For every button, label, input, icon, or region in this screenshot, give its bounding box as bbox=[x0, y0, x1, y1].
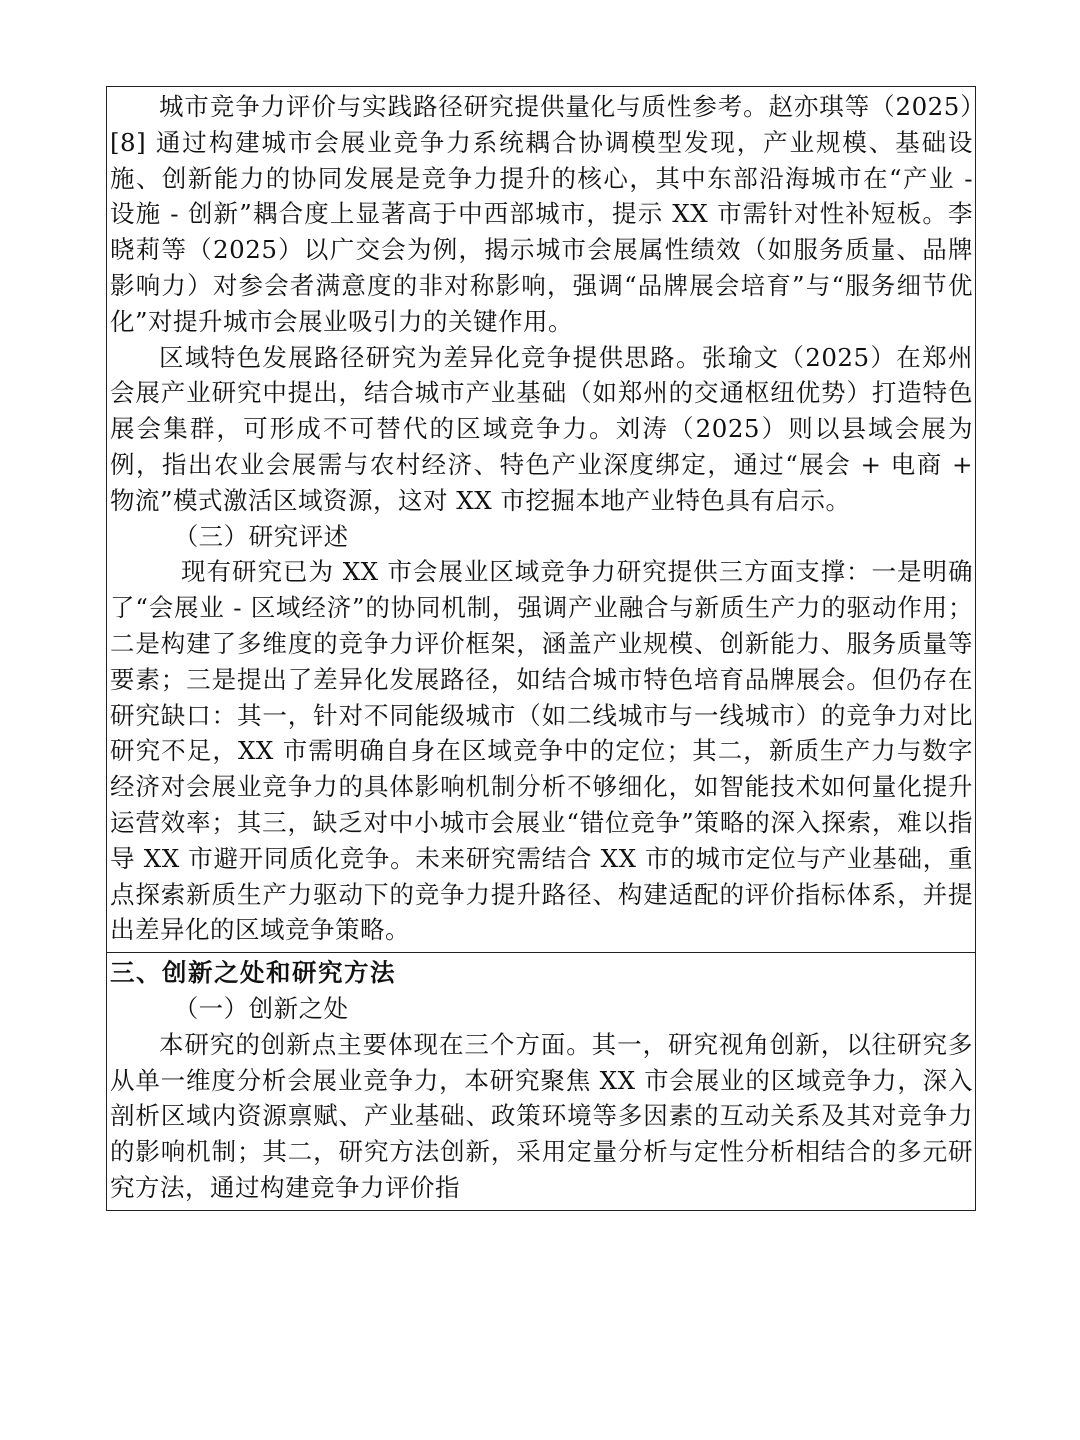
paragraph-city-competitiveness: 城市竞争力评价与实践路径研究提供量化与质性参考。赵亦琪等（2025）[8] 通过构建城市会展业竞争力系统耦合协调模型发现，产业规模、基础设施、创新能力的协同发展是竞争力提升的核心，其中东部沿海城市在“产业 - 设施 - 创新”耦合度上显著高于中西部城市，提示 XX 市需针对性补短板。李晓莉等（2025）以广交会为例，揭示城市会展属性绩效（如服务质量、品牌影响力）对参会者满意度的非对称影响，强调“品牌展会培育”与“服务细节优化”对提升城市会展业吸引力的关键作用。 bbox=[110, 92, 973, 336]
document-table bbox=[106, 86, 976, 1211]
innovation-methods-cell bbox=[107, 953, 975, 1210]
paragraph-research-review: 现有研究已为 XX 市会展业区域竞争力研究提供三方面支撑：一是明确了“会展业 - 区域经济”的协同机制，强调产业融合与新质生产力的驱动作用；二是构建了多维度的竞争力评价框架，涵盖产业规模、创新能力、服务质量等要素；三是提出了差异化发展路径，如结合城市特色培育品牌展会。但仍存在研究缺口：其一，针对不同能级城市（如二线城市与一线城市）的竞争力对比研究不足，XX 市需明确自身在区域竞争中的定位；其二，新质生产力与数字经济对会展业竞争力的具体影响机制分析不够细化，如智能技术如何量化提升运营效率；其三，缺乏对中小城市会展业“错位竞争”策略的深入探索，难以指导 XX 市避开同质化竞争。未来研究需结合 XX 市的城市定位与产业基础，重点探索新质生产力驱动下的竞争力提升路径、构建适配的评价指标体系，并提出差异化的区域竞争策略。 bbox=[110, 557, 973, 945]
paragraph-innovation: 本研究的创新点主要体现在三个方面。其一，研究视角创新，以往研究多从单一维度分析会展业竞争力，本研究聚焦 XX 市会展业的区域竞争力，深入剖析区域内资源禀赋、产业基础、政策环境等多因素的互动关系及其对竞争力的影响机制；其二，研究方法创新，采用定量分析与定性分析相结合的多元研究方法，通过构建竞争力评价指 bbox=[110, 1029, 973, 1202]
subheading-innovation: （一）创新之处 bbox=[173, 993, 349, 1023]
section-title-innovation-methods: 三、创新之处和研究方法 bbox=[110, 958, 396, 988]
paragraph-regional-path: 区域特色发展路径研究为差异化竞争提供思路。张瑜文（2025）在郑州会展产业研究中提出，结合城市产业基础（如郑州的交通枢纽优势）打造特色展会集群，可形成不可替代的区域竞争力。刘涛（2025）则以县域会展为例，指出农业会展需与农村经济、特色产业深度绑定，通过“展会 + 电商 + 物流”模式激活区域资源，这对 XX 市挖掘本地产业特色具有启示。 bbox=[110, 342, 973, 515]
literature-review-cell bbox=[107, 87, 975, 953]
subheading-research-review: （三）研究评述 bbox=[173, 521, 349, 551]
